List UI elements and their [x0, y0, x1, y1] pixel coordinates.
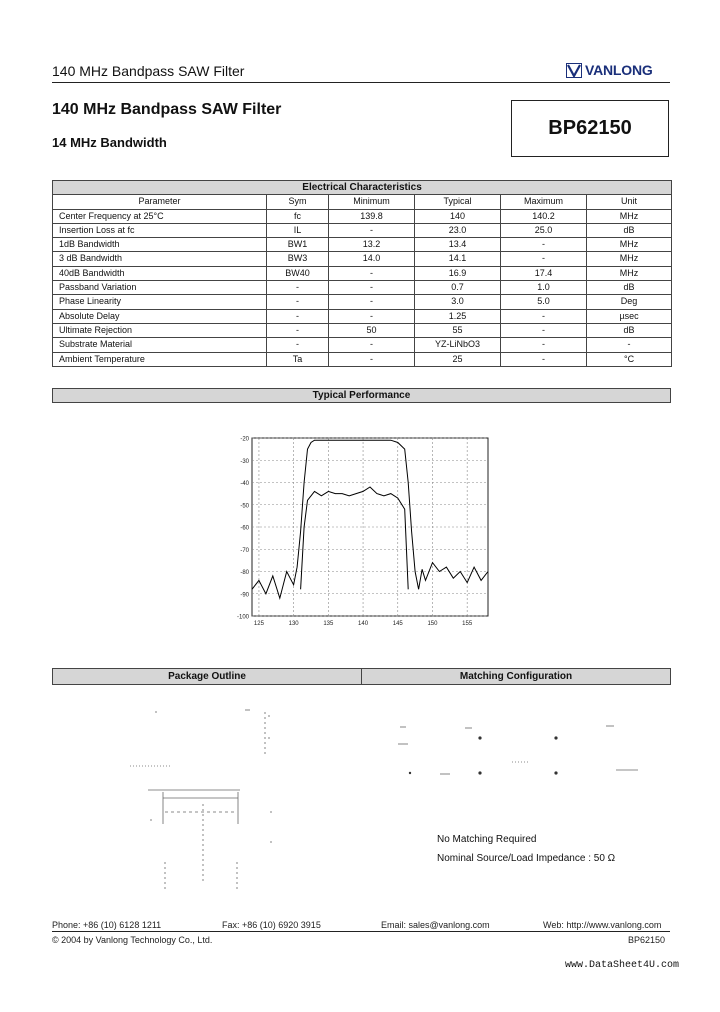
table-row [53, 323, 672, 337]
x-tick-label: 125 [253, 621, 264, 627]
value-cell: IL [267, 223, 329, 237]
table-row [53, 209, 672, 223]
value-cell: - [501, 309, 587, 323]
value-cell: 17.4 [501, 266, 587, 280]
x-tick-label: 135 [323, 621, 334, 627]
footer-divider [52, 931, 670, 932]
value-cell: - [501, 238, 587, 252]
matching-configuration-drawing [380, 692, 670, 812]
parameter-cell: Phase Linearity [53, 295, 267, 309]
value-cell: MHz [587, 209, 672, 223]
table-row [53, 309, 672, 323]
watermark: www.DataSheet4U.com [565, 960, 680, 971]
parameter-cell: Absolute Delay [53, 309, 267, 323]
chart-svg [230, 430, 492, 636]
brand-name: VANLONG [585, 62, 653, 78]
parameter-cell: Ultimate Rejection [53, 323, 267, 337]
footer-copyright: © 2004 by Vanlong Technology Co., Ltd. [52, 935, 213, 945]
value-cell: BW40 [267, 266, 329, 280]
table-row [53, 352, 672, 366]
table-row [53, 338, 672, 352]
value-cell: BW1 [267, 238, 329, 252]
value-cell: YZ-LiNbO3 [415, 338, 501, 352]
x-tick-label: 140 [358, 621, 369, 627]
value-cell: fc [267, 209, 329, 223]
footer-fax: Fax: +86 (10) 6920 3915 [222, 920, 321, 930]
y-tick-label: -100 [236, 614, 249, 621]
matching-configuration-header: Matching Configuration [459, 671, 573, 682]
value-cell: 1.25 [415, 309, 501, 323]
table-row [53, 281, 672, 295]
y-tick-label: -30 [240, 458, 249, 465]
value-cell: 139.8 [329, 209, 415, 223]
value-cell: - [329, 338, 415, 352]
matching-note-1: No Matching Required [437, 834, 537, 845]
frequency-response-chart [230, 430, 492, 636]
value-cell: 55 [415, 323, 501, 337]
y-tick-label: -70 [240, 547, 249, 554]
value-cell: - [267, 309, 329, 323]
value-cell: - [501, 338, 587, 352]
parameter-cell: Passband Variation [53, 281, 267, 295]
value-cell: 25.0 [501, 223, 587, 237]
value-cell: 140.2 [501, 209, 587, 223]
part-number-box [511, 100, 669, 157]
value-cell: 14.1 [415, 252, 501, 266]
value-cell: - [267, 281, 329, 295]
value-cell: 3.0 [415, 295, 501, 309]
value-cell: - [501, 323, 587, 337]
value-cell: - [329, 309, 415, 323]
header-divider [52, 82, 670, 83]
value-cell: - [329, 295, 415, 309]
parameter-cell: 40dB Bandwidth [53, 266, 267, 280]
column-header: Minimum [329, 195, 415, 209]
table-row [53, 266, 672, 280]
table-row [53, 252, 672, 266]
value-cell: 1.0 [501, 281, 587, 295]
footer-phone: Phone: +86 (10) 6128 1211 [52, 920, 162, 930]
value-cell: - [267, 295, 329, 309]
value-cell: - [329, 223, 415, 237]
value-cell: °C [587, 352, 672, 366]
table-row [53, 238, 672, 252]
value-cell: 140 [415, 209, 501, 223]
table-body [53, 209, 672, 366]
brand-logo [566, 62, 653, 78]
value-cell: dB [587, 281, 672, 295]
value-cell: dB [587, 223, 672, 237]
page-title: 140 MHz Bandpass SAW Filter [52, 101, 282, 118]
value-cell: Deg [587, 295, 672, 309]
value-cell: - [587, 338, 672, 352]
section-header-bar [52, 668, 671, 685]
value-cell: 0.7 [415, 281, 501, 295]
x-tick-label: 130 [288, 621, 299, 627]
footer-web[interactable]: Web: http://www.vanlong.com [543, 920, 662, 930]
column-header: Maximum [501, 195, 587, 209]
value-cell: 14.0 [329, 252, 415, 266]
table-title: Electrical Characteristics [53, 181, 672, 195]
value-cell: 13.2 [329, 238, 415, 252]
x-tick-label: 145 [392, 621, 403, 627]
value-cell: - [329, 352, 415, 366]
value-cell: - [267, 323, 329, 337]
parameter-cell: Insertion Loss at fc [53, 223, 267, 237]
value-cell: - [501, 252, 587, 266]
package-outline-header: Package Outline [53, 669, 362, 684]
value-cell: - [501, 352, 587, 366]
value-cell: µsec [587, 309, 672, 323]
value-cell: 13.4 [415, 238, 501, 252]
value-cell: 25 [415, 352, 501, 366]
y-tick-label: -60 [240, 525, 249, 532]
footer-doc-code: BP62150 [628, 935, 666, 945]
value-cell: 23.0 [415, 223, 501, 237]
part-number: BP62150 [548, 117, 632, 139]
parameter-cell: Substrate Material [53, 338, 267, 352]
column-header: Typical [415, 195, 501, 209]
y-tick-label: -50 [240, 503, 249, 510]
value-cell: - [329, 266, 415, 280]
parameter-cell: 3 dB Bandwidth [53, 252, 267, 266]
value-cell: MHz [587, 252, 672, 266]
matching-note-2: Nominal Source/Load Impedance : 50 Ω [437, 853, 616, 864]
parameter-cell: 1dB Bandwidth [53, 238, 267, 252]
y-tick-label: -80 [240, 570, 249, 576]
y-tick-label: -40 [240, 481, 249, 487]
page-subtitle: 14 MHz Bandwidth [52, 135, 167, 150]
value-cell: 50 [329, 323, 415, 337]
footer-email[interactable]: Email: sales@vanlong.com [381, 920, 490, 930]
value-cell: - [329, 281, 415, 295]
value-cell: dB [587, 323, 672, 337]
value-cell: Ta [267, 352, 329, 366]
x-tick-label: 150 [427, 621, 438, 627]
value-cell: MHz [587, 266, 672, 280]
table-row [53, 295, 672, 309]
value-cell: BW3 [267, 252, 329, 266]
value-cell: MHz [587, 238, 672, 252]
electrical-characteristics-table [52, 180, 672, 367]
typical-performance-header: Typical Performance [52, 388, 671, 403]
running-title: 140 MHz Bandpass SAW Filter [52, 63, 245, 79]
y-tick-label: -20 [240, 436, 249, 443]
table-header-row [53, 195, 672, 209]
package-outline-drawing [60, 692, 360, 902]
column-header: Sym [267, 195, 329, 209]
column-header: Unit [587, 195, 672, 209]
parameter-cell: Center Frequency at 25°C [53, 209, 267, 223]
y-tick-label: -90 [240, 592, 249, 599]
table-row [53, 223, 672, 237]
value-cell: - [267, 338, 329, 352]
value-cell: 16.9 [415, 266, 501, 280]
value-cell: 5.0 [501, 295, 587, 309]
parameter-cell: Ambient Temperature [53, 352, 267, 366]
vanlong-logo-icon [566, 63, 582, 78]
column-header: Parameter [53, 195, 267, 209]
x-tick-label: 155 [462, 621, 473, 627]
